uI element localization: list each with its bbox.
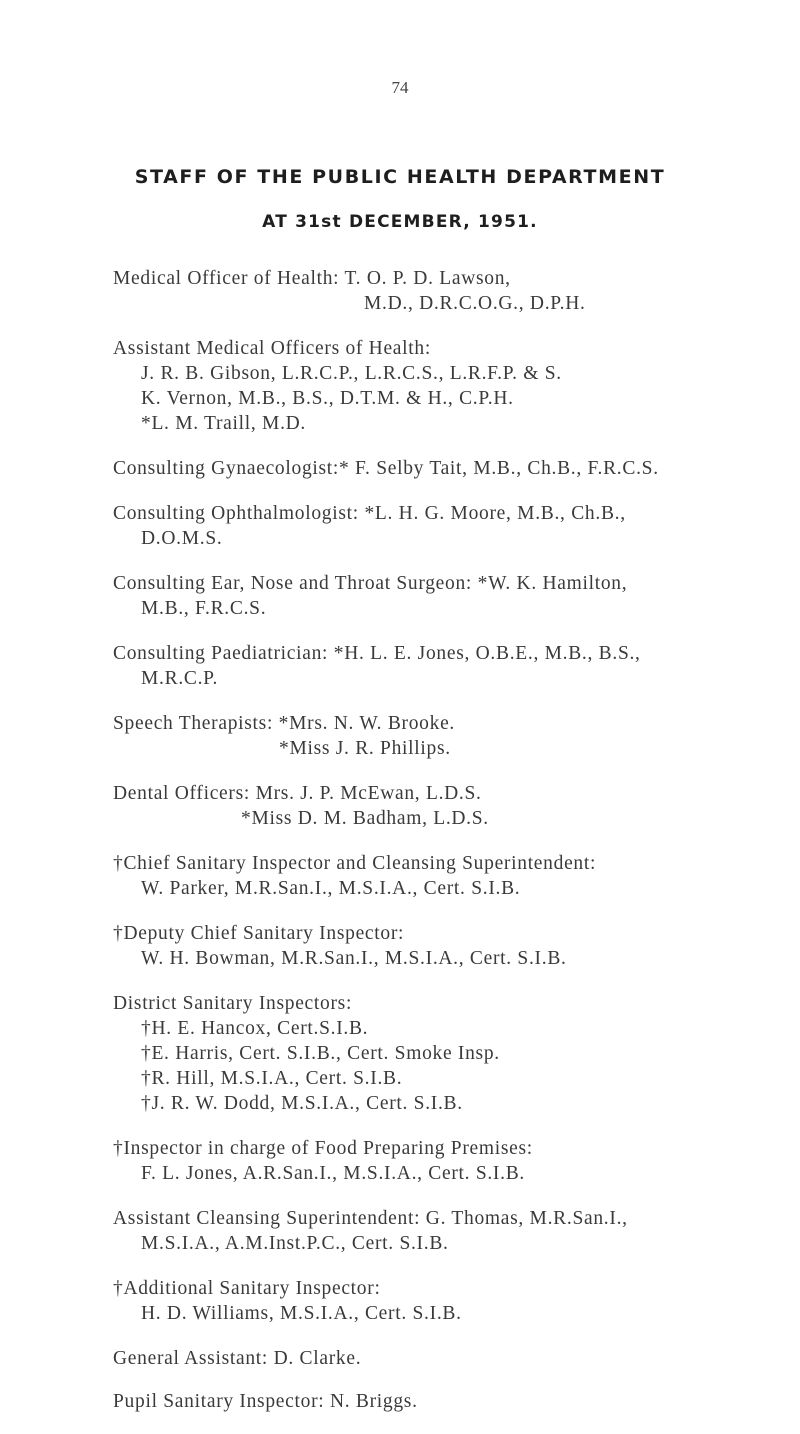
entry-consulting-ent-surgeon	[113, 571, 793, 621]
entry-line: Pupil Sanitary Inspector: N. Briggs.	[113, 1391, 418, 1412]
entry-line: †Additional Sanitary Inspector:	[113, 1278, 381, 1299]
entry-line: General Assistant: D. Clarke.	[113, 1348, 362, 1369]
entry-line: H. D. Williams, M.S.I.A., Cert. S.I.B.	[141, 1303, 462, 1324]
entry-line: Assistant Cleansing Superintendent: G. Thomas, M.R.San.I.,	[113, 1208, 628, 1229]
entry-line: Dental Officers: Mrs. J. P. McEwan, L.D.S.	[113, 783, 482, 804]
entry-consulting-paediatrician	[113, 641, 793, 691]
entry-line: †Inspector in charge of Food Preparing Premises:	[113, 1138, 533, 1159]
staff-name: †E. Harris, Cert. S.I.B., Cert. Smoke Insp.	[141, 1043, 500, 1064]
staff-name: †H. E. Hancox, Cert.S.I.B.	[141, 1018, 369, 1039]
entry-heading: Assistant Medical Officers of Health:	[113, 338, 431, 359]
entry-line: Consulting Ophthalmologist: *L. H. G. Moore, M.B., Ch.B.,	[113, 503, 626, 524]
entry-line: M.R.C.P.	[141, 668, 219, 689]
entry-line: Consulting Paediatrician: *H. L. E. Jones, O.B.E., M.B., B.S.,	[113, 643, 641, 664]
entry-consulting-ophthalmologist	[113, 501, 793, 551]
entry-assistant-medical-officers	[113, 336, 793, 436]
entry-line: Consulting Gynaecologist:* F. Selby Tait, M.B., Ch.B., F.R.C.S.	[113, 458, 659, 479]
staff-list	[113, 266, 793, 1434]
staff-name: *L. M. Traill, M.D.	[141, 413, 306, 434]
page-title: STAFF OF THE PUBLIC HEALTH DEPARTMENT	[134, 166, 666, 188]
entry-line: *Miss D. M. Badham, L.D.S.	[241, 808, 489, 829]
entry-consulting-gynaecologist	[113, 456, 793, 481]
entry-dental-officers	[113, 781, 793, 831]
entry-district-sanitary-inspectors	[113, 991, 793, 1116]
page-subtitle: AT 31st DECEMBER, 1951.	[262, 212, 538, 232]
entry-assistant-cleansing-superintendent	[113, 1206, 793, 1256]
entry-line: F. L. Jones, A.R.San.I., M.S.I.A., Cert. S.I.B.	[141, 1163, 525, 1184]
entry-line: M.B., F.R.C.S.	[141, 598, 267, 619]
entry-line: W. Parker, M.R.San.I., M.S.I.A., Cert. S.I.B.	[141, 878, 521, 899]
staff-name: †J. R. W. Dodd, M.S.I.A., Cert. S.I.B.	[141, 1093, 463, 1114]
entry-line: Medical Officer of Health: T. O. P. D. Lawson,	[113, 268, 511, 289]
staff-name: K. Vernon, M.B., B.S., D.T.M. & H., C.P.H.	[141, 388, 514, 409]
page-number: 74	[391, 78, 409, 97]
entry-line: W. H. Bowman, M.R.San.I., M.S.I.A., Cert. S.I.B.	[141, 948, 567, 969]
entry-medical-officer	[113, 266, 793, 316]
entry-general-assistant	[113, 1346, 793, 1371]
entry-line: Consulting Ear, Nose and Throat Surgeon: *W. K. Hamilton,	[113, 573, 628, 594]
entry-chief-sanitary-inspector	[113, 851, 793, 901]
entry-heading: District Sanitary Inspectors:	[113, 993, 353, 1014]
entry-line: *Miss J. R. Phillips.	[279, 738, 451, 759]
staff-name: J. R. B. Gibson, L.R.C.P., L.R.C.S., L.R.F.P. & S.	[141, 363, 562, 384]
entry-line: Speech Therapists: *Mrs. N. W. Brooke.	[113, 713, 455, 734]
entry-line: M.D., D.R.C.O.G., D.P.H.	[364, 293, 586, 314]
entry-line: M.S.I.A., A.M.Inst.P.C., Cert. S.I.B.	[141, 1233, 449, 1254]
entry-additional-sanitary-inspector	[113, 1276, 793, 1326]
entry-speech-therapists	[113, 711, 793, 761]
entry-pupil-sanitary-inspector	[113, 1389, 793, 1414]
staff-name: †R. Hill, M.S.I.A., Cert. S.I.B.	[141, 1068, 403, 1089]
entry-line: †Chief Sanitary Inspector and Cleansing Superintendent:	[113, 853, 597, 874]
entry-deputy-chief-sanitary-inspector	[113, 921, 793, 971]
entry-line: D.O.M.S.	[141, 528, 223, 549]
entry-line: †Deputy Chief Sanitary Inspector:	[113, 923, 405, 944]
entry-food-premises-inspector	[113, 1136, 793, 1186]
